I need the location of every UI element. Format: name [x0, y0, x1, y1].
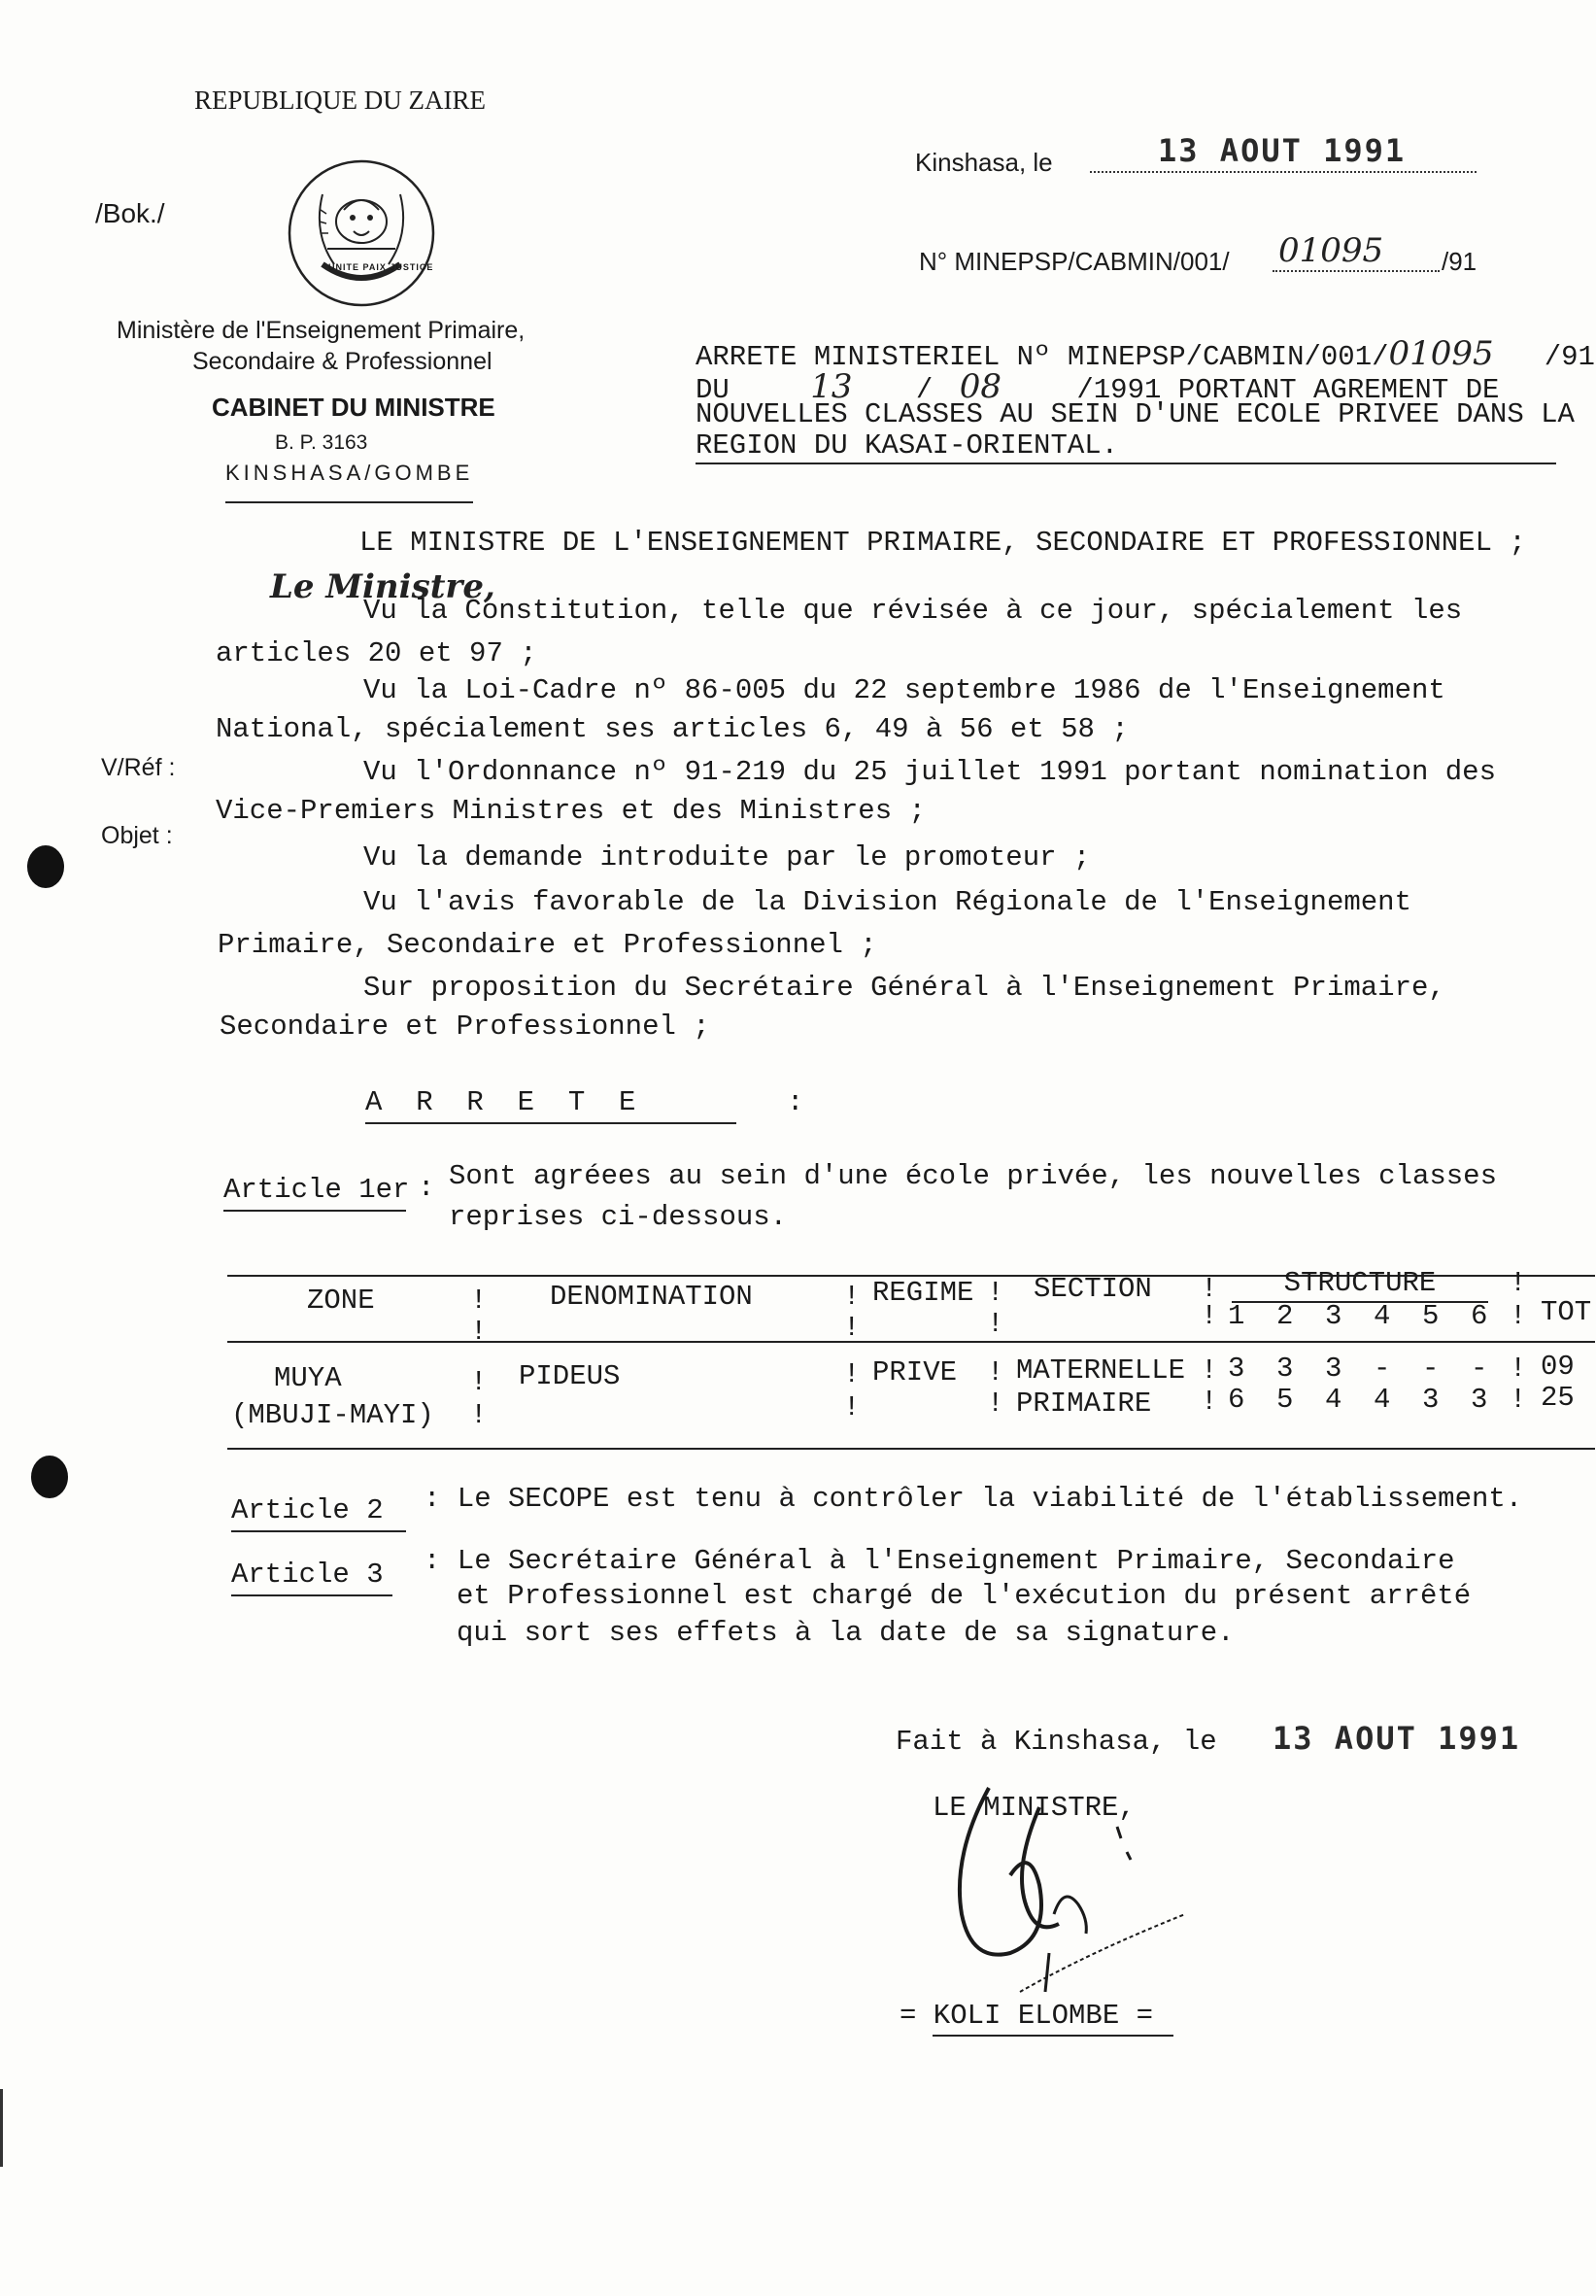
subject-number-suffix: /91 — [1544, 341, 1595, 373]
signature-date-stamp: 13 AOUT 1991 — [1273, 1720, 1521, 1757]
postal-box: B. P. 3163 — [275, 431, 368, 454]
cell-zone-line1: MUYA — [274, 1362, 342, 1394]
cabinet-title: CABINET DU MINISTRE — [212, 393, 495, 422]
column-separator: ! — [470, 1399, 488, 1431]
column-separator: ! — [1510, 1353, 1527, 1385]
column-header-zone: ZONE — [307, 1285, 375, 1317]
recital-loi-cadre-a: Vu la Loi-Cadre nº 86-005 du 22 septembre 1986 de l'Enseignement — [363, 674, 1445, 706]
recital-constitution-a: Vu la Constitution, telle que révisée à ce jour, spécialement les — [363, 595, 1463, 627]
minister-preamble: LE MINISTRE DE L'ENSEIGNEMENT PRIMAIRE, SECONDAIRE ET PROFESSIONNEL ; — [359, 527, 1526, 559]
column-separator: ! — [1201, 1354, 1218, 1387]
column-separator: ! — [470, 1316, 488, 1348]
structure-value: 6 — [1228, 1384, 1245, 1416]
column-separator: ! — [1510, 1384, 1527, 1416]
recital-avis-b: Primaire, Secondaire et Professionnel ; — [218, 929, 877, 961]
recital-avis-a: Vu l'avis favorable de la Division Régionale de l'Enseignement — [363, 886, 1411, 918]
structure-value: 4 — [1374, 1384, 1391, 1416]
article-3-label: Article 3 — [231, 1559, 392, 1596]
structure-value: 3 — [1325, 1353, 1342, 1385]
signatory-title: LE MINISTRE, — [933, 1792, 1136, 1824]
subject-year-text: /1991 PORTANT AGREMENT DE — [1076, 374, 1500, 406]
structure-year-6: 6 — [1471, 1300, 1488, 1332]
recital-proposition-b: Secondaire et Professionnel ; — [220, 1011, 710, 1043]
article-1-colon: : — [418, 1172, 435, 1204]
article-3-text-a: : Le Secrétaire Général à l'Enseignement Primaire, Secondaire — [424, 1545, 1455, 1577]
column-separator: ! — [987, 1356, 1004, 1388]
structure-year-5: 5 — [1422, 1300, 1440, 1332]
article-3-text-b: et Professionnel est chargé de l'exécution du présent arrêté — [457, 1580, 1472, 1612]
article-1-text-b: reprises ci-dessous. — [449, 1201, 788, 1233]
table-header-rule — [227, 1341, 1595, 1343]
emblem-motto: UNITE PAIX JUSTICE — [328, 262, 434, 272]
structure-value: - — [1471, 1353, 1488, 1385]
cell-section-primaire: PRIMAIRE — [1016, 1388, 1152, 1420]
article-3-text-c: qui sort ses effets à la date de sa signature. — [457, 1617, 1235, 1649]
margin-vref-label: V/Réf : — [101, 754, 176, 781]
arrete-heading: A R R E T E — [365, 1086, 736, 1124]
column-separator: ! — [1201, 1300, 1218, 1332]
leopard-emblem-icon — [284, 155, 439, 311]
punch-hole-mark — [27, 845, 64, 888]
structure-value: - — [1374, 1353, 1391, 1385]
margin-objet-label: Objet : — [101, 822, 173, 849]
ministry-name-line1: Ministère de l'Enseignement Primaire, — [117, 317, 526, 344]
cell-regime: PRIVE — [872, 1356, 958, 1388]
column-header-denomination: DENOMINATION — [550, 1281, 753, 1313]
column-separator: ! — [843, 1358, 861, 1390]
subject-number-handwritten: 01095 — [1388, 334, 1494, 373]
handwritten-signature — [894, 1768, 1205, 2021]
structure-value: 3 — [1276, 1353, 1294, 1385]
article-2-label: Article 2 — [231, 1494, 406, 1532]
column-separator: ! — [1510, 1300, 1527, 1332]
column-separator: ! — [1201, 1273, 1218, 1305]
handwritten-note: Le Ministre, — [270, 567, 495, 606]
column-header-structure: STRUCTURE — [1232, 1267, 1488, 1303]
column-separator: ! — [1201, 1386, 1218, 1418]
structure-value: 3 — [1422, 1384, 1440, 1416]
structure-value: 3 — [1228, 1353, 1245, 1385]
cell-zone-line2: (MBUJI-MAYI) — [231, 1399, 434, 1431]
article-2-text: : Le SECOPE est tenu à contrôler la viabilité de l'établissement. — [424, 1483, 1523, 1515]
structure-year-2: 2 — [1276, 1300, 1294, 1332]
subject-line3: NOUVELLES CLASSES AU SEIN D'UNE ECOLE PRIVEE DANS LA — [696, 398, 1575, 430]
column-separator: ! — [843, 1281, 861, 1313]
signatory-name: = KOLI ELOMBE = — [900, 2000, 1154, 2032]
structure-value: - — [1422, 1353, 1440, 1385]
cell-tot-primaire: 25 — [1541, 1382, 1575, 1414]
recital-demande: Vu la demande introduite par le promoteur ; — [363, 841, 1091, 874]
column-separator: ! — [1510, 1267, 1527, 1299]
cell-section-maternelle: MATERNELLE — [1016, 1354, 1186, 1387]
structure-year-4: 4 — [1374, 1300, 1391, 1332]
recital-loi-cadre-b: National, spécialement ses articles 6, 49 à 56 et 58 ; — [216, 713, 1129, 745]
document-number-prefix: N° MINEPSP/CABMIN/001/ — [919, 247, 1230, 276]
column-separator: ! — [470, 1366, 488, 1398]
column-header-tot: TOT — [1541, 1296, 1592, 1328]
structure-value: 5 — [1276, 1384, 1294, 1416]
subject-date-separator: / — [915, 374, 934, 406]
recital-constitution-b: articles 20 et 97 ; — [216, 637, 537, 669]
subject-day-handwritten: 13 — [810, 367, 853, 406]
ministry-name-line2: Secondaire & Professionnel — [192, 348, 492, 375]
recital-ordonnance-a: Vu l'Ordonnance nº 91-219 du 25 juillet 1991 portant nomination des — [363, 756, 1496, 788]
signed-at-label: Fait à Kinshasa, le — [896, 1726, 1217, 1758]
subject-du: DU — [696, 374, 730, 406]
subject-number-prefix: ARRETE MINISTERIEL Nº MINEPSP/CABMIN/001/ — [696, 341, 1389, 373]
column-separator: ! — [843, 1312, 861, 1344]
punch-hole-mark — [31, 1456, 68, 1498]
reference-code: /Bok./ — [95, 198, 165, 228]
column-separator: ! — [843, 1391, 861, 1423]
city-address: KINSHASA/GOMBE — [225, 461, 473, 503]
subject-month-handwritten: 08 — [959, 367, 1002, 406]
article-1-label: Article 1er — [223, 1174, 406, 1212]
date-stamp: 13 AOUT 1991 — [1158, 132, 1407, 169]
signatory-name-underline — [933, 2035, 1173, 2037]
structure-year-1: 1 — [1228, 1300, 1245, 1332]
subject-line4: REGION DU KASAI-ORIENTAL. — [696, 429, 1119, 462]
table-bottom-rule — [227, 1448, 1595, 1450]
coat-of-arms-emblem — [284, 155, 439, 311]
structure-value: 4 — [1325, 1384, 1342, 1416]
structure-year-3: 3 — [1325, 1300, 1342, 1332]
cell-tot-maternelle: 09 — [1541, 1351, 1575, 1383]
scan-edge-mark — [0, 2089, 3, 2167]
article-1-text-a: Sont agréees au sein d'une école privée, les nouvelles classes — [449, 1160, 1497, 1192]
document-number-handwritten: 01095 — [1278, 231, 1384, 270]
subject-underline — [696, 463, 1556, 464]
column-header-regime: REGIME — [872, 1277, 974, 1309]
place-label: Kinshasa, le — [915, 148, 1053, 177]
signature-scribble-icon — [894, 1768, 1205, 2021]
document-number-suffix: /91 — [1442, 247, 1477, 276]
recital-ordonnance-b: Vice-Premiers Ministres et des Ministres ; — [216, 795, 926, 827]
cell-denomination: PIDEUS — [519, 1360, 621, 1392]
column-separator: ! — [987, 1388, 1004, 1420]
structure-value: 3 — [1471, 1384, 1488, 1416]
country-name: REPUBLIQUE DU ZAIRE — [194, 86, 486, 115]
column-separator: ! — [987, 1277, 1004, 1309]
column-header-section: SECTION — [1034, 1273, 1152, 1305]
recital-proposition-a: Sur proposition du Secrétaire Général à l'Enseignement Primaire, — [363, 972, 1445, 1004]
column-separator: ! — [987, 1308, 1004, 1340]
column-separator: ! — [470, 1285, 488, 1317]
arrete-colon: : — [787, 1086, 804, 1118]
